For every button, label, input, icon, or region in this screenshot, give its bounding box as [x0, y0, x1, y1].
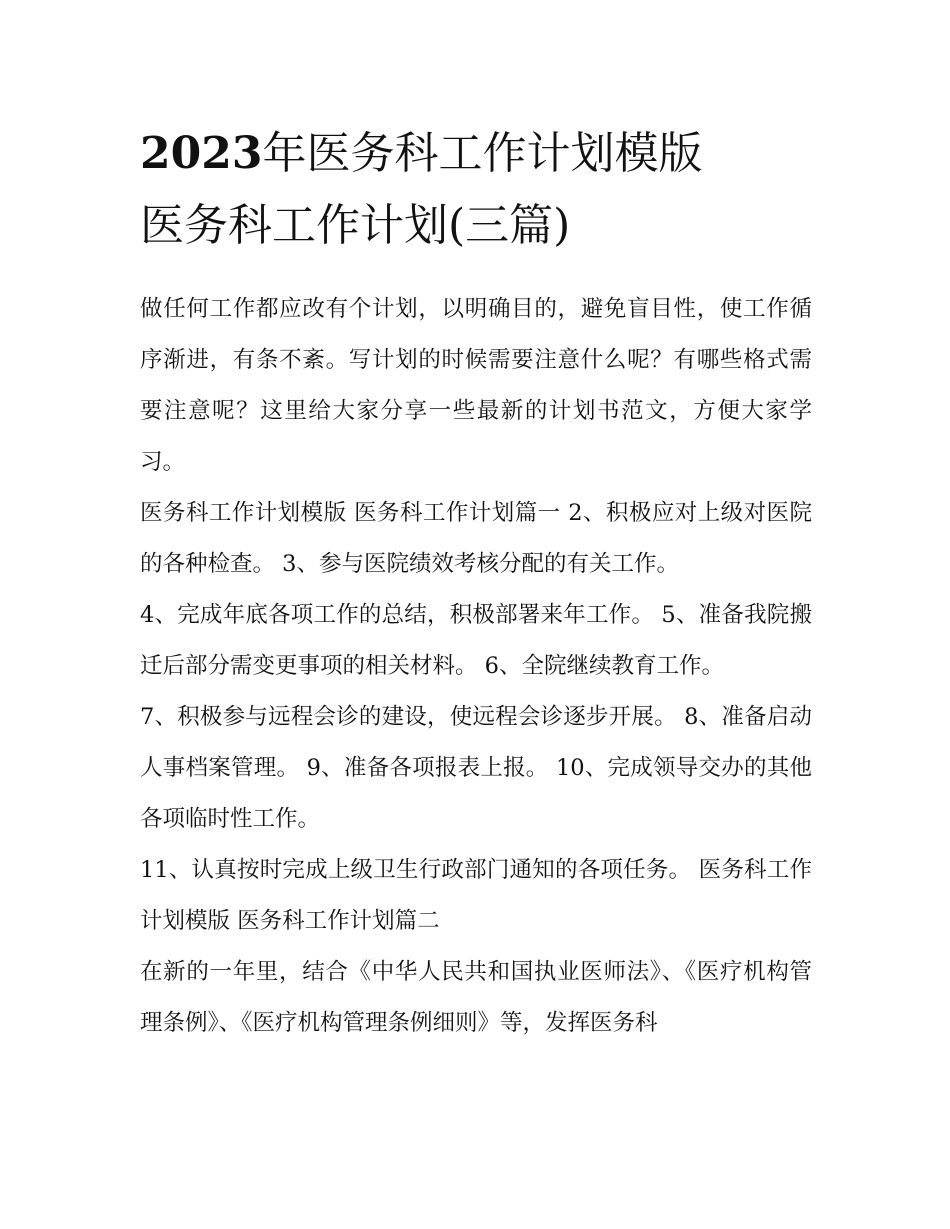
paragraph-plan-two: 在新的一年里，结合《中华人民共和国执业医师法》、《医疗机构管理条例》、《医疗机构管理条例细则》等，发挥医务科	[140, 959, 812, 1036]
paragraph-items-7-10: 7、积极参与远程会诊的建设，使远程会诊逐步开展。 8、准备启动人事档案管理。 9、准备各项报表上报。 10、完成领导交办的其他各项临时性工作。	[140, 704, 812, 832]
paragraph-plan-one: 医务科工作计划模版 医务科工作计划篇一 2、积极应对上级对医院的各种检查。 3、参与医院绩效考核分配的有关工作。	[140, 500, 812, 577]
title-line-2: 医务科工作计划(三篇)	[140, 200, 571, 251]
title-line-1-text: 年医务科工作计划模版	[262, 128, 703, 179]
paragraph-items-4-6: 4、完成年底各项工作的总结，积极部署来年工作。 5、准备我院搬迁后部分需变更事项的相关材料。 6、全院继续教育工作。	[140, 602, 812, 679]
title-year: 2023	[140, 128, 263, 179]
document-body	[140, 118, 812, 1049]
paragraph-item-11: 11、认真按时完成上级卫生行政部门通知的各项任务。 医务科工作计划模版 医务科工作计划篇二	[140, 857, 812, 934]
document-title	[140, 118, 812, 262]
title-line-1	[140, 118, 812, 190]
paragraph-intro: 做任何工作都应改有个计划，以明确目的，避免盲目性，使工作循序渐进，有条不紊。写计划的时候需要注意什么呢？有哪些格式需要注意呢？这里给大家分享一些最新的计划书范文，方便大家学习。	[140, 296, 812, 475]
